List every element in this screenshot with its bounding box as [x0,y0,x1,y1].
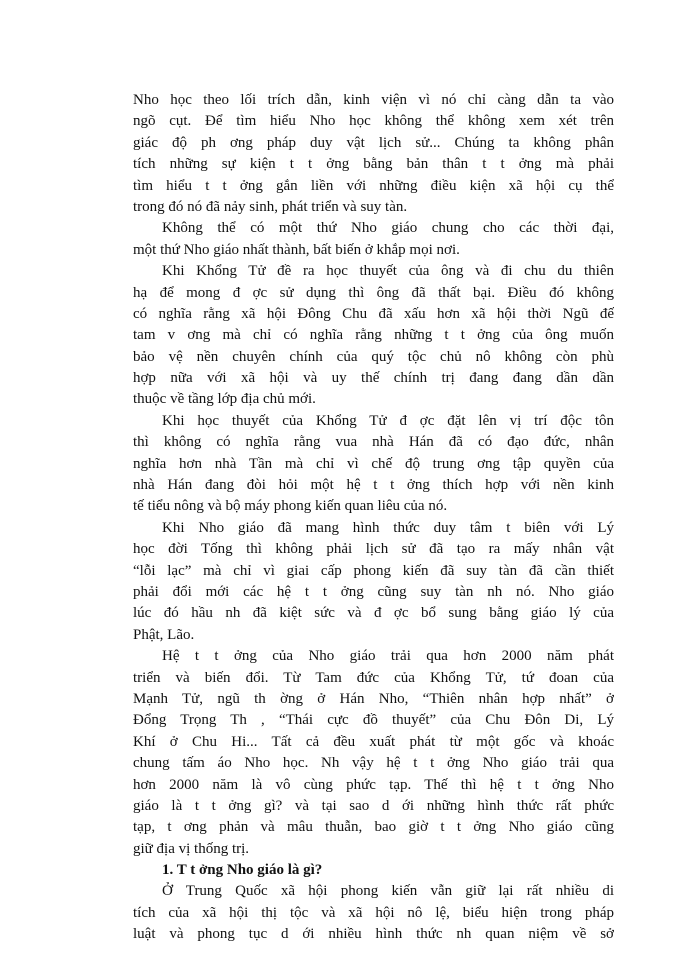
paragraph-line: tế tiểu nông và bộ máy phong kiến quan liêu của nó. [133,498,448,515]
paragraph-line: chung tấm áo Nho học. Nh vậy hệ t t ởng Nho giáo trải qua [133,755,614,772]
paragraph-line: tam v ơng mà chỉ có nghĩa rằng những t t ởng của ông muốn [133,327,614,344]
paragraph-line: hơn 2000 năm là vô cùng phức tạp. Thế thì hệ t t ởng Nho [133,776,614,793]
paragraph-line: Không thể có một thứ Nho giáo chung cho các thời đại, [162,220,614,237]
paragraph-line: nghĩa hơn nhà Tần mà chỉ vì chế độ trung ơng tập quyền của [133,455,614,472]
paragraph-line: phải đổi mới các hệ t t ởng cũng suy tàn nh nó. Nho giáo [133,583,614,600]
paragraph-line: nhà Hán đang đòi hỏi một hệ t t ởng thích hợp với nền kinh [133,477,614,494]
paragraph-line: thuộc về tầng lớp địa chủ mới. [133,391,316,408]
paragraph-line: Phật, Lão. [133,626,195,643]
paragraph-line: học đời Tống thì không phải lịch sử đã tạo ra mấy nhân vật [133,541,614,558]
paragraph-line: giác độ ph ơng pháp duy vật lịch sử... Chúng ta không phân [133,134,614,151]
paragraph-line: giáo là t t ởng gì? và tại sao d ới những hình thức rất phức [133,797,614,814]
paragraph-line: tạp, t ơng phản và mâu thuẫn, bao giờ t t ởng Nho giáo cũng [133,819,614,836]
paragraph-line: Khi Khổng Tử đề ra học thuyết của ông và đi chu du thiên [162,263,614,280]
paragraph-line: hợp nữa với xã hội và uy thế chính trị đang đang dần dần [133,370,614,387]
paragraph-line: một thứ Nho giáo nhất thành, bất biến ở khắp mọi nơi. [133,241,460,258]
paragraph-line: Khí ở Chu Hi... Tất cả đều xuất phát từ một gốc và khoác [133,733,614,750]
paragraph-line: Nho học theo lối trích dẫn, kinh viện vì nó chỉ càng dẫn ta vào [133,92,614,108]
paragraph-line: Đổng Trọng Th , “Thái cực đồ thuyết” của Chu Đôn Di, Lý [133,712,614,729]
paragraph-line: tích của xã hội thị tộc và xã hội nô lệ, biểu hiện trong pháp [133,904,614,921]
paragraph-line: tích những sự kiện t t ởng bằng bản thân t t ởng mà phải [133,156,614,173]
paragraph-line: trong đó nó đã nảy sinh, phát triển và suy tàn. [133,198,408,215]
section-heading: 1. T t ởng Nho giáo là gì? [162,862,323,879]
paragraph-line: có nghĩa rằng xã hội Đông Chu đã xấu hơn xã hội thời Ngũ đế [133,305,614,322]
paragraph-line: Mạnh Tử, ngũ th ờng ở Hán Nho, “Thiên nhân hợp nhất” ở [133,690,614,707]
paragraph-line: giữ địa vị thống trị. [133,840,250,857]
paragraph-line: ngõ cụt. Để tìm hiểu Nho học không thể không xem xét trên [133,113,614,130]
paragraph-line: tìm hiểu t t ởng gắn liền với những điều kiện xã hội cụ thể [133,177,614,194]
paragraph-line: Khi Nho giáo đã mang hình thức duy tâm t biên với Lý [162,519,614,536]
paragraph-line: lúc đó hầu nh đã kiệt sức và đ ợc bổ sung bằng giáo lý của [133,605,614,622]
paragraph-line: “lỗi lạc” mà chỉ vì giai cấp phong kiến đã suy tàn đã cần thiết [133,562,614,579]
paragraph-line: Khi học thuyết của Khổng Tử đ ợc đặt lên vị trí độc tôn [162,412,614,429]
paragraph-line: triển và biến đổi. Từ Tam đức của Khổng Tử, tứ đoan của [133,669,614,686]
paragraph-line: Ở Trung Quốc xã hội phong kiến vẫn giữ lại rất nhiều di [162,883,614,900]
paragraph-line: bảo vệ nền chuyên chính của quý tộc chủ nô không còn phù [133,348,614,365]
document-text-block [133,90,614,946]
paragraph-line: thì không có nghĩa rằng vua nhà Hán đã có đạo đức, nhân [133,434,614,451]
paragraph-line: Hệ t t ởng của Nho giáo trải qua hơn 2000 năm phát [162,648,614,665]
paragraph-line: hạ để mong đ ợc sử dụng thì ông đã thất bại. Điều đó không [133,284,614,301]
paragraph-line: luật và phong tục d ới nhiều hình thức nh quan niệm về sở [133,926,614,943]
